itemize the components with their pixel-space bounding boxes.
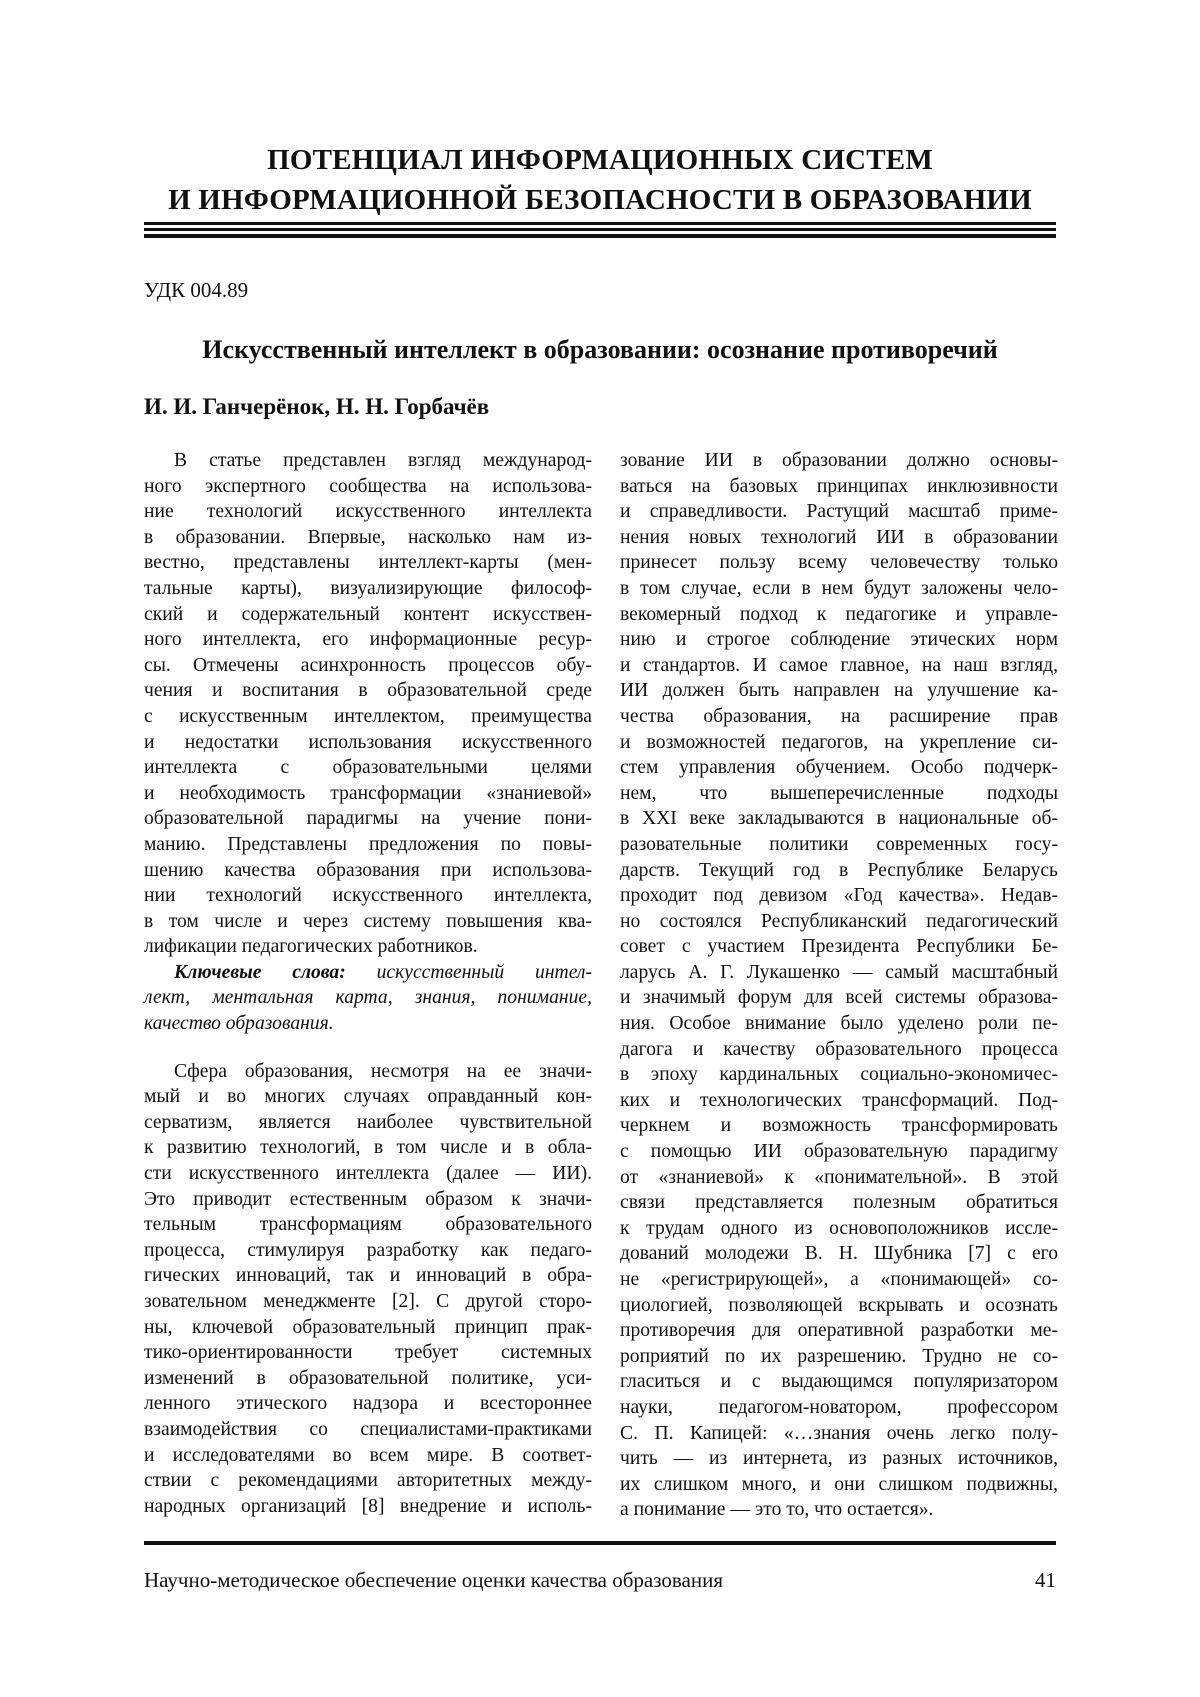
body-left-line: Это приводит естественным образом к значи- [144, 1188, 592, 1210]
authors: И. И. Ганчерёнок, Н. Н. Горбачёв [144, 394, 490, 419]
body-right-line: чить — из интернета, из разных источников, [620, 1448, 1058, 1470]
header-rule-thin-1 [144, 222, 1056, 225]
body-right-line: принесет пользу всему человечеству только [620, 552, 1058, 574]
body-right-line: в том случае, если в нем будут заложены чело- [620, 577, 1058, 599]
body-right-line: и справедливости. Растущий масштаб приме- [620, 501, 1058, 523]
section-title-line-1: ПОТЕНЦИАЛ ИНФОРМАЦИОННЫХ СИСТЕМ [267, 144, 933, 176]
body-right-line: а понимание — это то, что остается». [620, 1499, 934, 1521]
body-right-line: и значимый форум для всей системы образова- [620, 987, 1058, 1009]
body-right-line: циологией, позволяющей вскрывать и осознать [620, 1294, 1058, 1316]
body-left-line: к развитию технологий, в том числе и в обла- [144, 1137, 592, 1159]
body-right-line: связи представляется полезным обратиться [620, 1192, 1058, 1214]
keywords [144, 960, 592, 1037]
body-right-line: в эпоху кардинальных социально-экономичес- [620, 1064, 1058, 1086]
body-right-line: противоречия для оперативной разработки ме- [620, 1320, 1058, 1342]
body-right-line: стем управления обучением. Особо подчерк- [620, 757, 1058, 779]
right-column [620, 448, 1058, 1523]
body-left-line: процесса, стимулируя разработку как педаго- [144, 1239, 592, 1261]
body-right-line: совет с участием Президента Республики Бе- [620, 936, 1058, 958]
body-right-line: ких и технологических трансформаций. Под- [620, 1089, 1058, 1111]
abstract-line: тальные карты), визуализирующие философ- [144, 577, 592, 599]
abstract-line: вестно, представлены интеллект-карты (мен- [144, 552, 592, 574]
body-left-line: гических инноваций, так и инноваций в обра- [144, 1265, 592, 1287]
keywords-line-1: искусственный интел- [345, 961, 592, 983]
abstract-line: и необходимость трансформации «знаниевой» [144, 782, 592, 804]
body-text-right [620, 448, 1058, 1523]
body-right-line: и возможностей педагогов, на укрепление си- [620, 731, 1058, 753]
page-number: 41 [1035, 1568, 1056, 1592]
body-right-line: но состоялся Республиканский педагогический [620, 910, 1058, 932]
section-title-line-2: И ИНФОРМАЦИОННОЙ БЕЗОПАСНОСТИ В ОБРАЗОВАНИИ [168, 184, 1032, 216]
abstract-line: в том числе и через систему повышения ква- [144, 910, 592, 932]
body-left-line: ленного этического надзора и всестороннее [144, 1393, 592, 1415]
keywords-line-2: лект, ментальная карта, знания, понимание, [144, 987, 592, 1009]
body-right-line: ларусь А. Г. Лукашенко — самый масштабный [620, 961, 1058, 983]
section-title [144, 140, 1056, 220]
paragraph-gap [144, 1037, 592, 1059]
abstract-line: манию. Представлены предложения по повы- [144, 833, 592, 855]
body-text-left [144, 1059, 592, 1520]
abstract-line: сы. Отмечены асинхронность процессов обу- [144, 654, 592, 676]
keywords-line-3: качество образования. [144, 1013, 334, 1035]
body-right-line: их слишком много, и они слишком подвижны, [620, 1473, 1058, 1495]
body-left-line: серватизм, является наиболее чувствительной [144, 1111, 592, 1133]
body-right-line: к трудам одного из основоположников иссле- [620, 1217, 1058, 1239]
body-left-line: ны, ключевой образовательный принцип прак- [144, 1316, 592, 1338]
body-right-line: дагога и качеству образовательного процесса [620, 1038, 1058, 1060]
abstract-line: нии технологий искусственного интеллекта, [144, 885, 592, 907]
abstract-line: с искусственным интеллектом, преимущества [144, 705, 592, 727]
body-right-line: проходит под девизом «Год качества». Недав- [620, 885, 1058, 907]
body-right-line: нию и строгое соблюдение этических норм [620, 629, 1058, 651]
body-right-line: и стандартов. И самое главное, на наш взгляд, [620, 654, 1058, 676]
udk-code: УДК 004.89 [144, 278, 249, 302]
article-title: Искусственный интеллект в образовании: осознание противоречий [202, 335, 998, 364]
body-right-line: в XXI веке закладываются в национальные об- [620, 808, 1058, 830]
abstract [144, 448, 592, 960]
abstract-line: ного экспертного сообщества на использова- [144, 475, 592, 497]
footer-rule [144, 1541, 1056, 1545]
body-right-line: роприятий по их разрешению. Трудно не со- [620, 1345, 1058, 1367]
body-right-line: разовательные политики современных госу- [620, 833, 1058, 855]
body-right-line: дований молодежи В. Н. Шубника [7] с его [620, 1243, 1058, 1265]
body-right-line: зование ИИ в образовании должно основы- [620, 450, 1058, 471]
body-right-line: С. П. Капицей: «…знания очень легко полу- [620, 1422, 1058, 1444]
abstract-line: шению качества образования при использова- [144, 859, 592, 881]
body-left-line: ствии с рекомендациями авторитетных между- [144, 1470, 592, 1492]
abstract-line: ние технологий искусственного интеллекта [144, 501, 592, 523]
abstract-line: лификации педагогических работников. [144, 936, 478, 958]
body-left-line: взаимодействия со специалистами-практиками [144, 1418, 592, 1440]
header-rule-thin-2 [144, 228, 1056, 231]
header-rule-thick [144, 234, 1056, 238]
body-left-line: Сфера образования, несмотря на ее значи- [174, 1060, 592, 1082]
body-left-line: мый и во многих случаях оправданный кон- [144, 1086, 592, 1108]
abstract-line: интеллекта с образовательными целями [144, 757, 592, 779]
body-right-line: ИИ должен быть направлен на улучшение ка- [620, 680, 1058, 702]
body-right-line: ваться на базовых принципах инклюзивности [620, 475, 1058, 497]
body-right-line: не «регистрирующей», а «понимающей» со- [620, 1269, 1058, 1290]
body-right-line: науки, педагогом-новатором, профессором [620, 1396, 1058, 1418]
body-right-line: гласиться и с выдающимся популяризатором [620, 1371, 1058, 1393]
keywords-label: Ключевые слова: [174, 961, 346, 983]
left-column [144, 448, 592, 1519]
abstract-line: В статье представлен взгляд международ- [174, 450, 592, 471]
body-right-line: дарств. Текущий год в Республике Беларусь [620, 859, 1058, 881]
body-left-line: народных организаций [8] внедрение и исполь- [144, 1495, 592, 1517]
body-left-line: тельным трансформациям образовательного [144, 1214, 592, 1236]
body-left-line: сти искусственного интеллекта (далее — ИИ). [144, 1163, 592, 1185]
body-right-line: нем, что вышеперечисленные подходы [620, 782, 1058, 804]
body-right-line: черкнем и возможность трансформировать [620, 1115, 1058, 1137]
body-right-line: нения новых технологий ИИ в образовании [620, 526, 1058, 548]
body-left-line: и исследователями во всем мире. В соответ- [144, 1444, 592, 1466]
abstract-line: и недостатки использования искусственного [144, 731, 592, 753]
body-right-line: векомерный подход к педагогике и управле- [620, 603, 1058, 625]
journal-name: Научно-методическое обеспечение оценки качества образования [144, 1568, 724, 1592]
abstract-line: ский и содержательный контент искусствен- [144, 603, 592, 625]
body-left-line: тико-ориентированности требует системных [144, 1342, 592, 1364]
body-right-line: чества образования, на расширение прав [620, 705, 1058, 727]
body-right-line: от «знаниевой» к «понимательной». В этой [620, 1166, 1058, 1188]
body-right-line: с помощью ИИ образовательную парадигму [620, 1141, 1058, 1163]
abstract-line: образовательной парадигмы на учение пони- [144, 808, 592, 830]
body-right-line: ния. Особое внимание было уделено роли пе- [620, 1013, 1058, 1035]
body-left-line: зовательном менеджменте [2]. С другой сторо- [144, 1291, 592, 1312]
abstract-line: ного интеллекта, его информационные ресур- [144, 629, 592, 651]
abstract-line: в образовании. Впервые, насколько нам из- [144, 526, 592, 548]
abstract-line: чения и воспитания в образовательной среде [144, 680, 592, 702]
body-left-line: изменений в образовательной политике, уси- [144, 1367, 592, 1389]
